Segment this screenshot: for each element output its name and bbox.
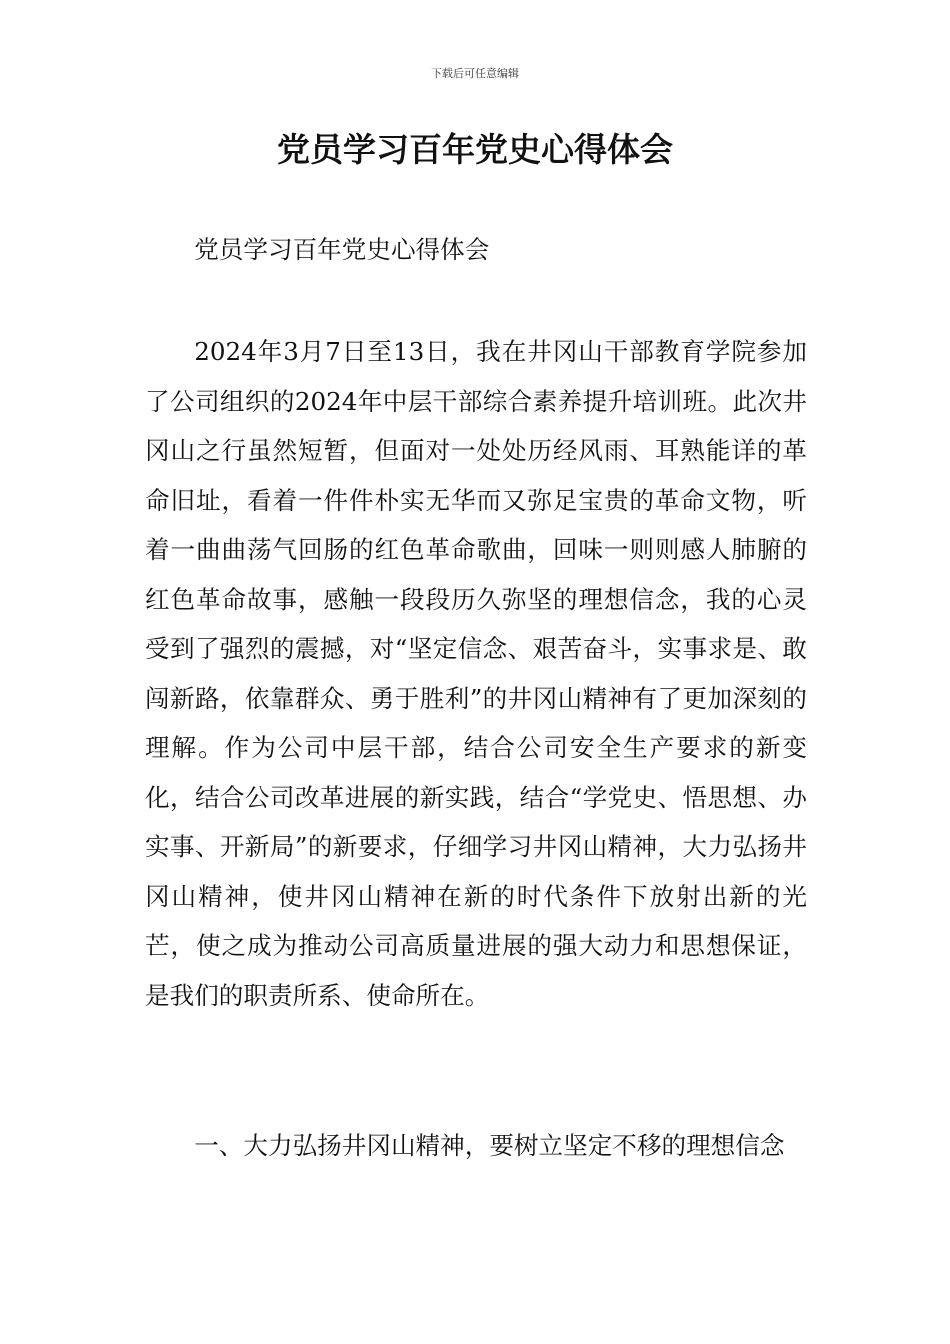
header-note: 下载后可任意编辑 [431, 67, 519, 80]
body-paragraph: 2024年3月7日至13日，我在井冈山干部教育学院参加了公司组织的2024年中层干部综合素养提升培训班。此次井冈山之行虽然短暂，但面对一处处历经风雨、耳熟能详的革命旧址，看着一件件朴实无华而又弥足宝贵的革命文物，听着一曲曲荡气回肠的红色革命歌曲，回味一则则感人肺腑的红色革命故事，感触一段段历久弥坚的理想信念，我的心灵受到了强烈的震撼，对“坚定信念、艰苦奋斗，实事求是、敢闯新路，依靠群众、勇于胜利”的井冈山精神有了更加深刻的理解。作为公司中层干部，结合公司安全生产要求的新变化，结合公司改革进展的新实践，结合“学党史、悟思想、办实事、开新局”的新要求，仔细学习井冈山精神，大力弘扬井冈山精神，使井冈山精神在新的时代条件下放射出新的光芒，使之成为推动公司高质量进展的强大动力和思想保证，是我们的职责所系、使命所在。 [145, 337, 807, 1010]
document-subtitle: 党员学习百年党史心得体会 [194, 235, 490, 264]
document-title: 党员学习百年党史心得体会 [277, 130, 673, 169]
section-heading: 一、大力弘扬井冈山精神，要树立坚定不移的理想信念 [194, 1131, 785, 1160]
